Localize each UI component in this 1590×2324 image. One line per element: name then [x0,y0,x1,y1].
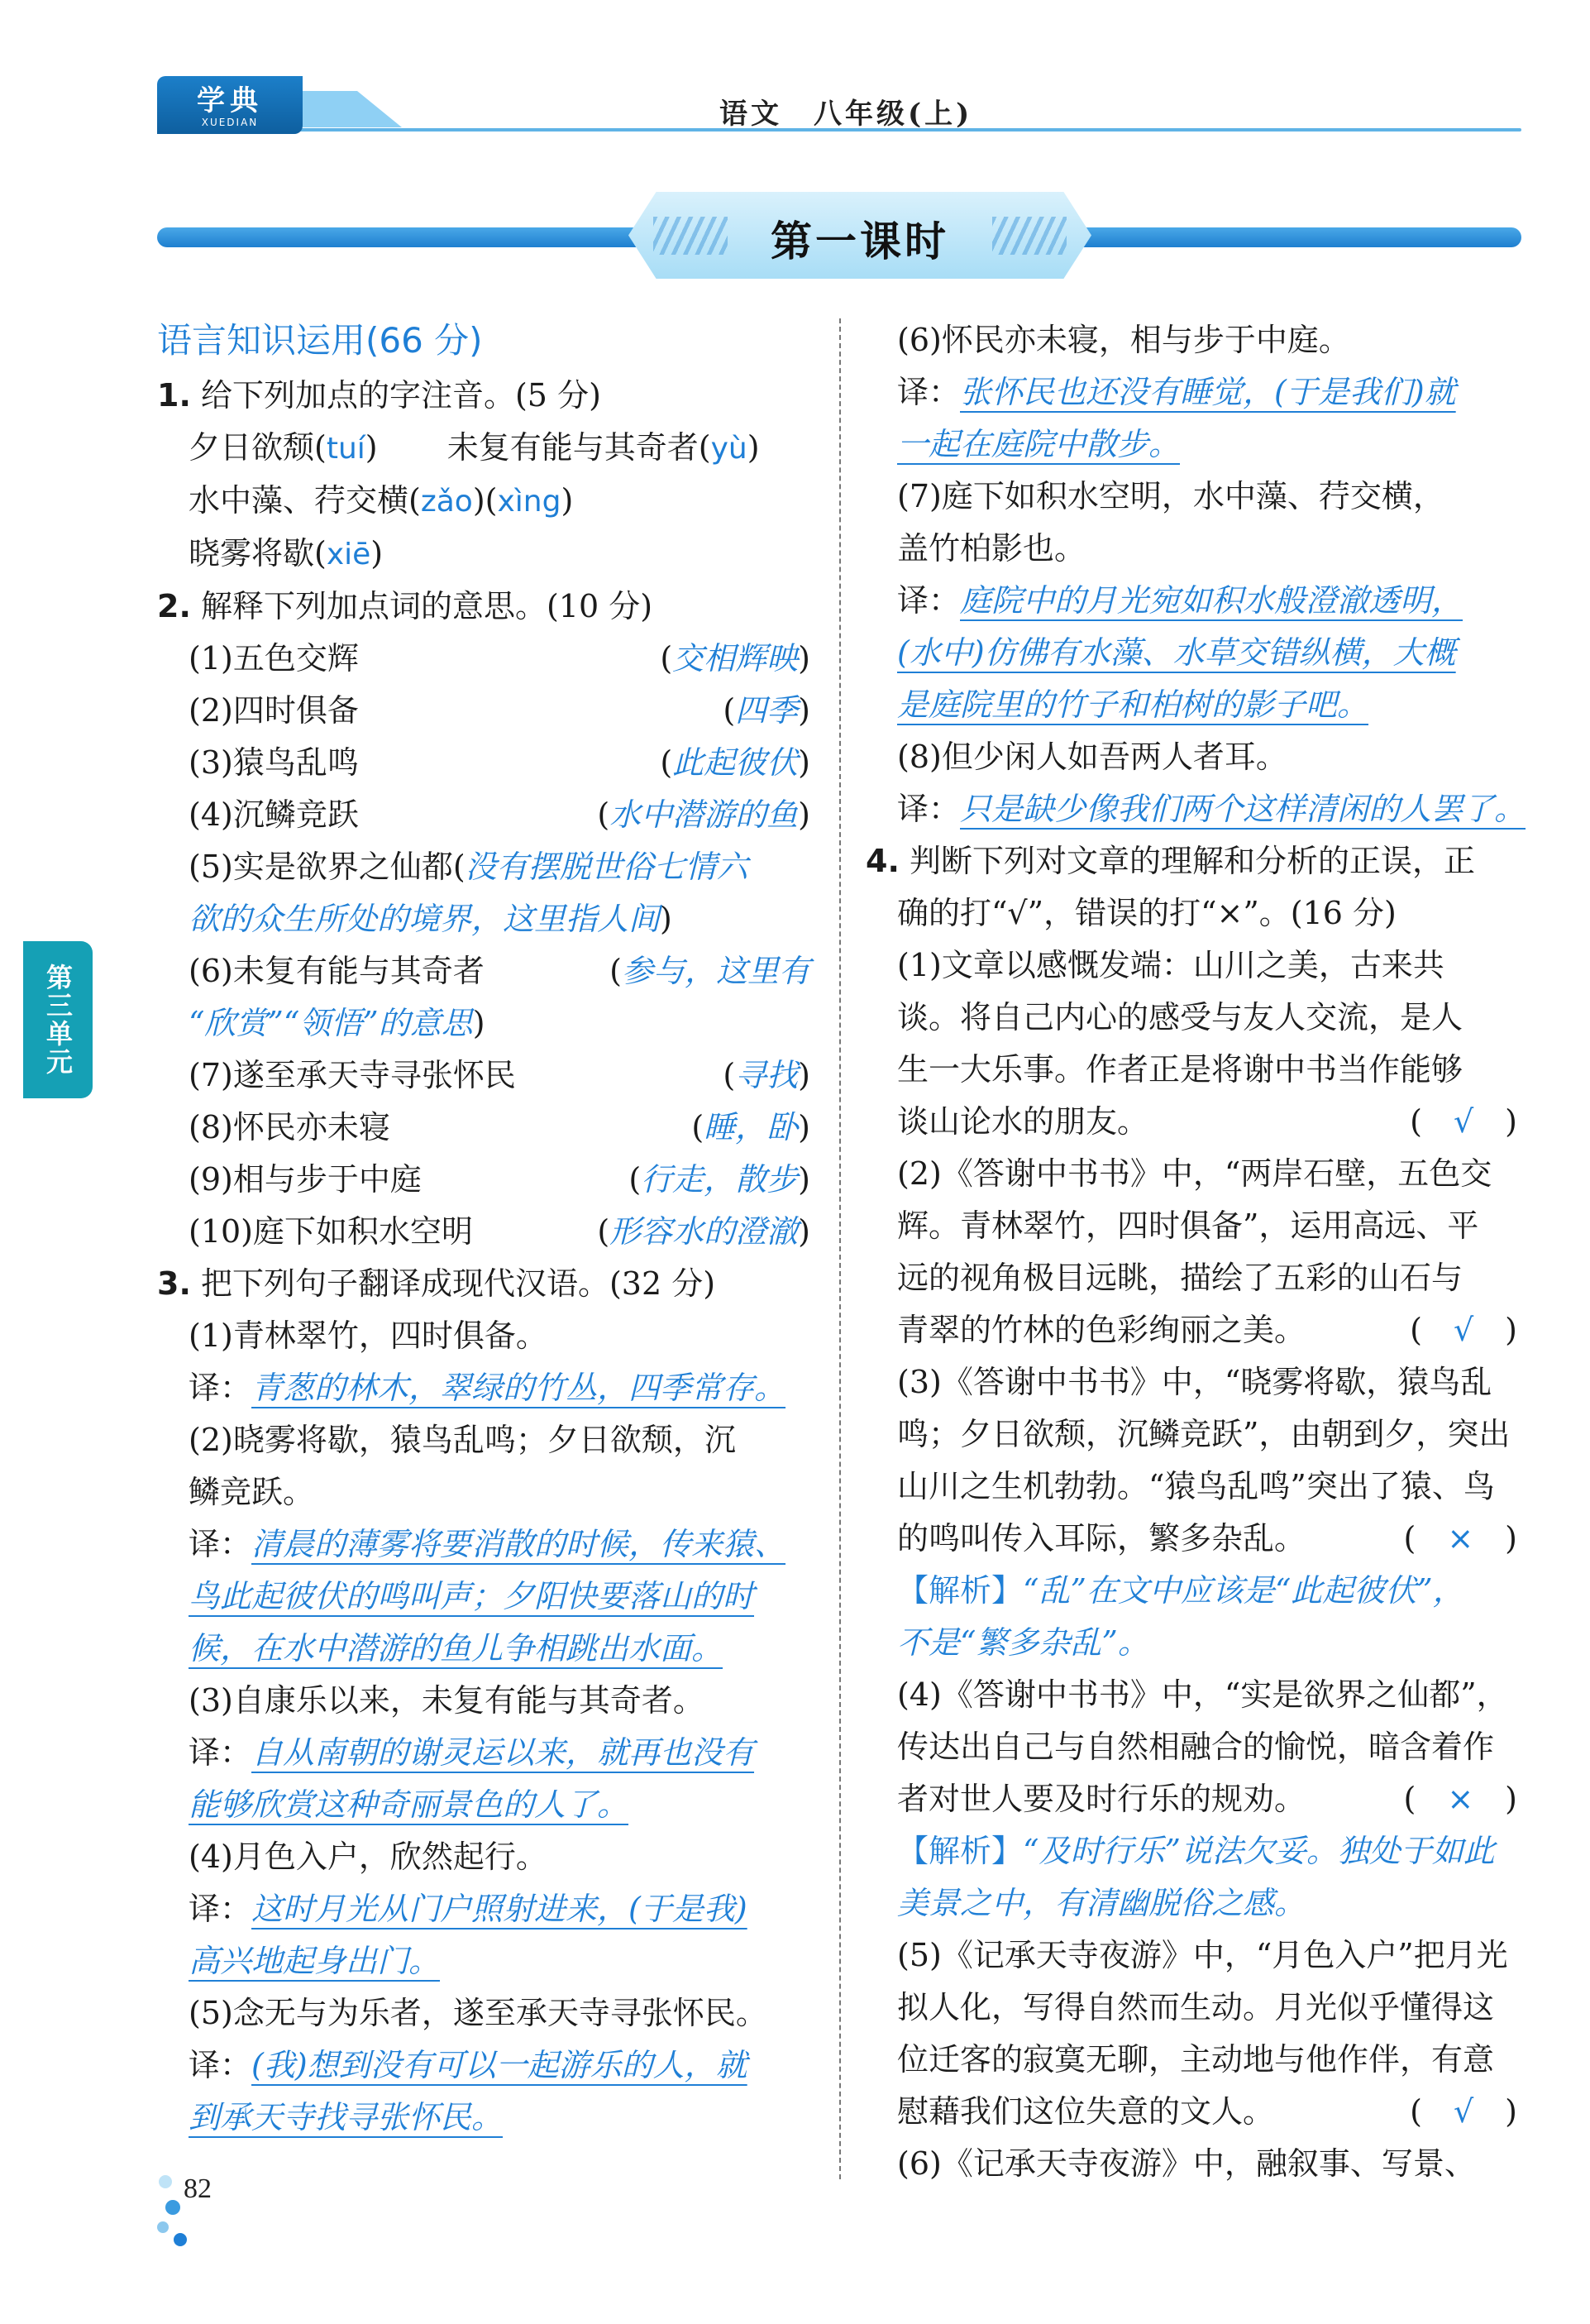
q2-item-text: (1)五色交辉 [189,640,359,677]
q1-line-3 [157,528,810,581]
q3-items [157,1310,810,2144]
translation-label: 译： [897,582,961,619]
q2-item: (7)遂至承天寺寻张怀民 (寻找) [189,1050,810,1102]
q2-item-text: (8)怀民亦未寝 [189,1109,390,1145]
judgment-mark: √ [1453,1312,1474,1348]
q1-item-1-text: 夕日欲颓( [189,429,327,466]
analysis-tag: 【解析】 [897,1833,1024,1869]
question-text: 把下列句子翻译成现代汉语。(32 分) [200,1265,716,1302]
q2-item-answer: 此起彼伏 [672,744,799,781]
analysis-cont [897,1617,1517,1669]
translation-label: 译： [189,2047,252,2083]
question-text: 解释下列加点词的意思。(10 分) [200,588,653,624]
translation-answer: 能够欣赏这种奇丽景色的人了。 [189,1786,629,1823]
q1-item-5-text: 晓雾将歇( [189,535,327,571]
q4-item-line: 生一大乐事。作者正是将谢中书当作能够 [897,1051,1463,1088]
q2-item-answer: 交相辉映 [672,640,799,677]
q3-sentence-cont: 盖竹柏影也。 [897,530,1086,567]
analysis [897,1825,1517,1877]
q3-translation-cont [189,1935,810,1987]
translation-answer: 清晨的薄雾将要消散的时候，传来猿、 [251,1526,786,1562]
translation-answer: 鸟此起彼伏的鸣叫声；夕阳快要落山的时 [189,1578,755,1614]
q3-translation-cont [189,1779,810,1831]
q4-item-line: (2)《答谢中书书》中，“两岸石壁，五色交 [897,1155,1492,1192]
translation-answer: (水中)仿佛有水藻、水草交错纵横，大概 [897,634,1456,671]
q4-item-line: 慰藉我们这位失意的文人。 [897,2093,1275,2130]
paren: ) [365,429,378,466]
q4-prompt [866,835,1517,887]
q2-item: (4)沉鳞竞跃 (水中潜游的鱼) [189,789,810,841]
question-text: 给下列加点的字注音。(5 分) [200,377,601,414]
q3-translation [897,783,1526,835]
question-number: 2. [157,588,191,624]
translation-answer: 候，在水中潜游的鱼儿争相跳出水面。 [189,1630,723,1666]
q4-prompt-cont: 确的打“√”，错误的打“×”。(16 分) [897,895,1397,931]
q1-prompt [157,370,810,422]
q2-item: (1)五色交辉 (交相辉映) [189,633,810,685]
q4-item-5 [897,1929,1517,2138]
q3-sentence: (3)自康乐以来，未复有能与其奇者。 [189,1682,704,1719]
column-divider [839,318,841,2179]
q4-item-4 [897,1669,1517,1929]
q1-item-2-text: 未复有能与其奇者( [446,429,711,466]
q4-item-2 [897,1148,1517,1356]
q2-item-answer: 寻找 [735,1057,799,1093]
q2-item-answer: 没有摆脱世俗七情六 [465,849,748,885]
analysis-text: “乱”在文中应该是“此起彼伏”， [1023,1572,1464,1609]
analysis-text: 不是“繁多杂乱”。 [897,1624,1149,1661]
q3-translation [189,1362,810,1414]
q4-item-line: (5)《记承天寺夜游》中，“月色入户”把月光 [897,1937,1508,1973]
q4-item-line: 拟人化，写得自然而生动。月光似乎懂得这 [897,1989,1495,2025]
translation-answer: 青葱的林木，翠绿的竹丛，四季常存。 [251,1370,786,1406]
judgment-mark: √ [1453,1103,1474,1140]
q4-item-line: 青翠的竹林的色彩绚丽之美。 [897,1312,1306,1348]
q2-item: (8)怀民亦未寝 (睡，卧) [189,1102,810,1154]
q1-item-3-answer: zǎo [420,485,473,519]
q4-item-1 [897,940,1517,1148]
q4-item-6: (6)《记承天寺夜游》中，融叙事、写景、 [897,2145,1476,2182]
q2-item-text: (5)实是欲界之仙都 [189,849,453,885]
analysis-text: “及时行乐”说法欠妥。独处于如此 [1023,1833,1495,1869]
q2-item-answer: 四季 [735,692,799,729]
judgment-mark: × [1447,1781,1474,1817]
q4-item-line: 的鸣叫传入耳际，繁多杂乱。 [897,1520,1306,1557]
q1-item-3-text: 水中藻、荇交横( [189,482,421,519]
q2-item-cont: “欣赏”“领悟”的意思) [189,1005,485,1041]
analysis-text: 美景之中，有清幽脱俗之感。 [897,1885,1306,1921]
translation-label: 译： [897,791,961,827]
q3-translation [189,1518,810,1571]
left-column [157,314,810,2144]
q4-item-line: 辉。青林翠竹，四时俱备”，运用高远、平 [897,1207,1479,1244]
translation-answer: 自从南朝的谢灵运以来，就再也没有 [251,1734,755,1771]
q3-translation-cont [897,418,1517,471]
q1-line-1 [157,422,810,475]
translation-answer: 高兴地起身出门。 [189,1943,441,1979]
q3-translation-cont [189,1571,810,1623]
judgment-mark: × [1447,1520,1474,1557]
q2-item: (6)未复有能与其奇者 (参与，这里有 [189,945,810,997]
translation-label: 译： [189,1370,252,1406]
right-column [866,314,1526,2190]
q2-item-text: (4)沉鳞竞跃 [189,796,359,833]
analysis [897,1565,1517,1617]
translation-answer: 张怀民也还没有睡觉，(于是我们)就 [960,374,1456,410]
q3-translation-cont [189,2092,810,2144]
q2-item-text: (10)庭下如积水空明 [189,1213,474,1250]
q2-item-cont: 欲的众生所处的境界，这里指人间) [189,901,672,937]
judgment-mark: √ [1453,2093,1474,2130]
q3-sentence: (5)念无与为乐者，遂至承天寺寻张怀民。 [189,1995,767,2031]
logo-subtext: XUEDIAN [201,117,259,128]
q4-item-line: 者对世人要及时行乐的规劝。 [897,1781,1306,1817]
q2-item-text: (2)四时俱备 [189,692,359,729]
q2-item-text: (3)猿鸟乱鸣 [189,744,359,781]
q1-item-1-answer: tuí [326,432,365,466]
translation-label: 译： [897,374,961,410]
q2-item-answer: 睡，卧 [704,1109,799,1145]
translation-answer: 是庭院里的竹子和柏树的影子吧。 [897,686,1369,723]
q4-item-line: 鸣；夕日欲颓，沉鳞竞跃”，由朝到夕，突出 [897,1416,1511,1452]
q4-item-last: 的鸣叫传入耳际，繁多杂乱。 ( × ) [897,1513,1517,1565]
q2-item-text: (7)遂至承天寺寻张怀民 [189,1057,516,1093]
paren: ) [747,429,760,466]
q2-item: (5)实是欲界之仙都(没有摆脱世俗七情六 [189,849,748,885]
q3-sentence: (8)但少闲人如吾两人者耳。 [897,739,1287,775]
q1-item-4-answer: xìng [497,485,561,519]
q4-item-line: (1)文章以感慨发端：山川之美，古来共 [897,947,1444,983]
q2-item-answer: 欲的众生所处的境界，这里指人间 [189,901,661,937]
q3-translation-cont [189,1623,810,1675]
section-title: 语言知识运用(66 分) [157,320,483,361]
running-title: 语文 八年级(上) [719,98,973,131]
q2-item-answer: 参与，这里有 [621,953,810,989]
paren: ) [370,535,384,571]
translation-answer: 到承天寺找寻张怀民。 [189,2099,504,2135]
analysis-tag: 【解析】 [897,1572,1024,1609]
q2-item-answer: “欣赏”“领悟”的意思 [189,1005,473,1041]
q4-item-last: 慰藉我们这位失意的文人。 ( √ ) [897,2086,1517,2138]
q3-translation-cont [897,679,1517,731]
translation-answer: 一起在庭院中散步。 [897,426,1181,462]
q4-item-line: (3)《答谢中书书》中，“晓雾将歇，猿鸟乱 [897,1364,1492,1400]
q3-translation [189,2039,810,2092]
publisher-logo [157,76,303,134]
q2-item-text: (9)相与步于中庭 [189,1161,422,1198]
q4-item-line: 山川之生机勃勃。“猿鸟乱鸣”突出了猿、鸟 [897,1468,1495,1504]
translation-label: 译： [189,1734,252,1771]
q3-translation-cont [897,627,1517,679]
q1-item-2-answer: yù [710,432,747,466]
translation-label: 译： [189,1891,252,1927]
translation-label: 译： [189,1526,252,1562]
q2-item-answer: 行走，散步 [641,1161,799,1198]
q2-item-text: (6)未复有能与其奇者 [189,953,485,989]
q4-item-last: 谈山论水的朋友。 ( √ ) [897,1096,1517,1148]
q4-item-3 [897,1356,1517,1669]
page-number: 82 [184,2173,212,2204]
q4-item-last: 青翠的竹林的色彩绚丽之美。 ( √ ) [897,1304,1517,1356]
q2-item: (2)四时俱备 (四季) [189,685,810,737]
logo-text: 学典 [197,84,263,117]
question-number: 1. [157,377,191,414]
q2-prompt [157,581,810,633]
q4-item-line: (4)《答谢中书书》中，“实是欲界之仙都”， [897,1676,1508,1713]
q3-sentence: (4)月色入户，欣然起行。 [189,1839,547,1875]
q4-item-line: 远的视角极目远眺，描绘了五彩的山石与 [897,1260,1463,1296]
q3-prompt [157,1258,810,1310]
translation-answer: 庭院中的月光宛如积水般澄澈透明， [960,582,1463,619]
q3-translation [189,1727,810,1779]
q3-sentence: (6)怀民亦未寝，相与步于中庭。 [897,322,1350,358]
question-number: 3. [157,1265,191,1302]
q3-translation [897,575,1517,627]
analysis-cont [897,1877,1517,1929]
q2-item-answer: 水中潜游的鱼 [609,796,799,833]
lesson-title: 第一课时 [771,218,949,265]
q4-item-line: 位迁客的寂寞无聊，主动地与他作伴，有意 [897,2041,1495,2078]
q4-item-last: 者对世人要及时行乐的规劝。 ( × ) [897,1773,1517,1825]
q3-translation [189,1883,810,1935]
q2-item: (9)相与步于中庭 (行走，散步) [189,1154,810,1206]
translation-answer: 只是缺少像我们两个这样清闲的人罢了。 [960,791,1526,827]
q4-item-line: 谈。将自己内心的感受与友人交流，是人 [897,999,1463,1035]
q3-sentence: (7)庭下如积水空明，水中藻、荇交横， [897,478,1444,514]
q2-item: (10)庭下如积水空明 (形容水的澄澈) [189,1206,810,1258]
q2-item-answer: 形容水的澄澈 [609,1213,799,1250]
paren: )( [472,482,498,519]
q2-items-a [157,633,810,1258]
question-text: 判断下列对文章的理解和分析的正误，正 [909,843,1475,879]
paren: ) [561,482,574,519]
q4-item-line: 传达出自己与自然相融合的愉悦，暗含着作 [897,1729,1495,1765]
q4-item-line: 谈山论水的朋友。 [897,1103,1149,1140]
q3-sentence: (1)青林翠竹，四时俱备。 [189,1317,547,1354]
q3-sentence-cont: 鳞竞跃。 [189,1474,315,1510]
q3-translation [897,366,1517,418]
unit-side-tab: 第三单元 [23,941,93,1098]
question-number: 4. [866,843,900,879]
q3-sentence: (2)晓雾将歇，猿鸟乱鸣；夕日欲颓，沉 [189,1422,736,1458]
translation-answer: (我)想到没有可以一起游乐的人，就 [251,2047,747,2083]
translation-answer: 这时月光从门户照射进来，(于是我) [251,1891,747,1927]
q1-item-5-answer: xiē [326,538,371,571]
logo-ribbon [303,91,402,127]
q1-line-2 [157,475,810,528]
q2-item: (3)猿鸟乱鸣 (此起彼伏) [189,737,810,789]
